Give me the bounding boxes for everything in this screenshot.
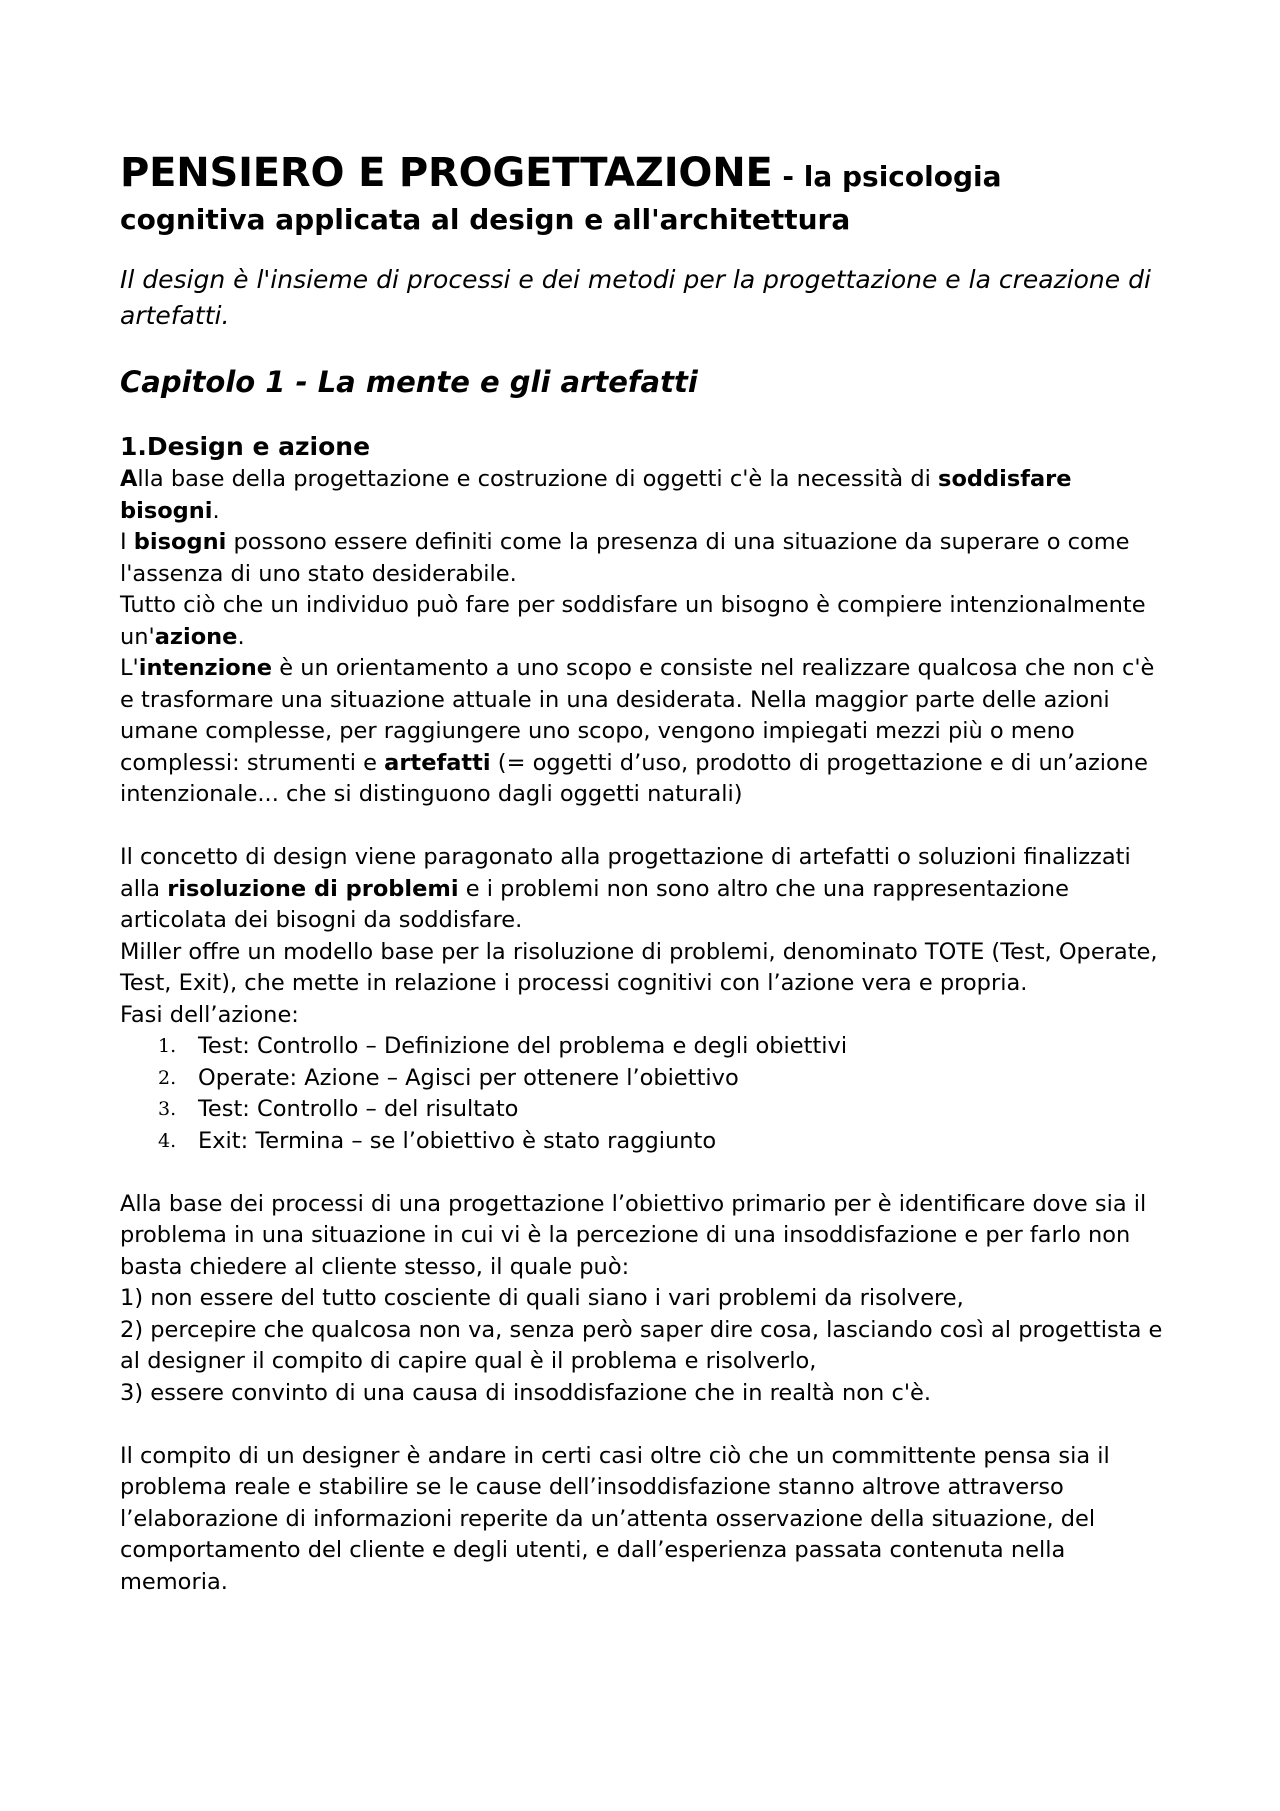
- paragraph-miller: Miller offre un modello base per la risoluzione di problemi, denominato TOTE (Test, Operate, Test, Exit), che mette in relazione i processi cognitivi con l’azione vera e propria.: [120, 938, 1158, 996]
- bold-term: artefatti: [384, 749, 491, 776]
- text-span: Tutto ciò che un individuo può fare per soddisfare un bisogno è compiere intenzionalmente un': [120, 592, 1146, 650]
- bold-term: bisogni: [133, 529, 227, 555]
- bold-term: intenzione: [138, 655, 273, 681]
- bold-term: risoluzione di problemi: [167, 875, 459, 902]
- paragraph-point-3: 3) essere convinto di una causa di insoddisfazione che in realtà non c'è.: [120, 1379, 932, 1406]
- paragraph-design-concept: [120, 842, 1170, 937]
- list-item: [158, 1126, 1170, 1158]
- bold-term: soddisfare bisogni: [120, 466, 1072, 524]
- text-span: L': [120, 655, 139, 681]
- text-span: lla base della progettazione e costruzione di oggetti c'è la necessità di: [137, 466, 939, 492]
- list-text: Test: Controllo – Definizione del problema e degli obiettivi: [198, 1033, 848, 1059]
- phases-list: [120, 1031, 1170, 1157]
- text-span: .: [212, 497, 220, 524]
- spacer: [120, 1157, 1170, 1189]
- paragraph-point-1: 1) non essere del tutto cosciente di quali siano i vari problemi da risolvere,: [120, 1285, 964, 1311]
- spacer: [120, 811, 1170, 843]
- bold-term: azione: [154, 623, 238, 650]
- paragraph-azione: [120, 590, 1170, 653]
- text-span: possono essere definiti come la presenza di una situazione da superare o come l'assenza di uno stato desiderabile.: [120, 529, 1130, 587]
- paragraph-phases-label: Fasi dell’azione:: [120, 1001, 299, 1028]
- list-item: [158, 1063, 1170, 1095]
- bold-initial: A: [120, 466, 138, 492]
- document-title: [120, 150, 1170, 200]
- list-number: 2.: [158, 1066, 177, 1089]
- paragraph-objective: Alla base dei processi di una progettazione l’obiettivo primario per è identificare dove sia il problema in una situazione in cui vi è la percezione di una insoddisfazione e per farlo non basta chiedere al cliente stesso, il quale può:: [120, 1190, 1147, 1280]
- title-main: PENSIERO E PROGETTAZIONE: [120, 150, 773, 196]
- list-number: 4.: [158, 1129, 177, 1152]
- list-number: 1.: [158, 1035, 177, 1057]
- text-span: e i problemi non sono altro che una rappresentazione articolata dei bisogni da soddisfare.: [120, 875, 1069, 933]
- chapter-heading: Capitolo 1 - La mente e gli artefatti: [120, 365, 698, 399]
- paragraph-needs: [120, 464, 1170, 527]
- text-span: è un orientamento a uno scopo e consiste nel realizzare qualcosa che non c'è e trasformare una situazione attuale in una desiderata. Nella maggior parte delle azioni umane complesse, per raggiungere uno scopo, vengono impiegati mezzi più o meno complessi: strumenti e: [120, 655, 1155, 776]
- paragraph-designer-task: Il compito di un designer è andare in certi casi oltre ciò che un committente pensa sia il problema reale e stabilire se le cause dell’insoddisfazione stanno altrove attraverso l’elaborazione di informazioni reperite da un’attenta osservazione della situazione, del comportamento del cliente e degli utenti, e dall’esperienza passata contenuta nella memoria.: [120, 1442, 1110, 1595]
- list-item: [158, 1031, 1170, 1063]
- text-span: .: [237, 623, 245, 650]
- intro-text: Il design è l'insieme di processi e dei metodi per la progettazione e la creazione di artefatti.: [120, 265, 1151, 330]
- title-sub-part2: cognitiva applicata al design e all'architettura: [120, 203, 851, 236]
- section-heading: 1.Design e azione: [120, 432, 371, 461]
- paragraph-point-2: 2) percepire che qualcosa non va, senza però saper dire cosa, lasciando così al progettista e al designer il compito di capire qual è il problema e risolverlo,: [120, 1316, 1163, 1374]
- list-item: [158, 1094, 1170, 1126]
- list-text: Test: Controllo – del risultato: [198, 1096, 519, 1122]
- paragraph-intenzione: [120, 653, 1170, 811]
- spacer: [120, 1409, 1170, 1441]
- text-span: (= oggetti d’uso, prodotto di progettazione e di un’azione intenzionale... che si distinguono dagli oggetti naturali): [120, 749, 1148, 807]
- list-number: 3.: [158, 1098, 177, 1120]
- list-text: Exit: Termina – se l’obiettivo è stato raggiunto: [198, 1127, 717, 1154]
- text-span: Il concetto di design viene paragonato alla progettazione di artefatti o soluzioni finalizzati alla: [120, 844, 1131, 902]
- paragraph-bisogni: [120, 527, 1170, 590]
- document-page: [120, 150, 1170, 1598]
- list-text: Operate: Azione – Agisci per ottenere l’obiettivo: [198, 1064, 739, 1091]
- title-sub-part1: - la psicologia: [772, 160, 1002, 193]
- text-span: I: [120, 529, 134, 555]
